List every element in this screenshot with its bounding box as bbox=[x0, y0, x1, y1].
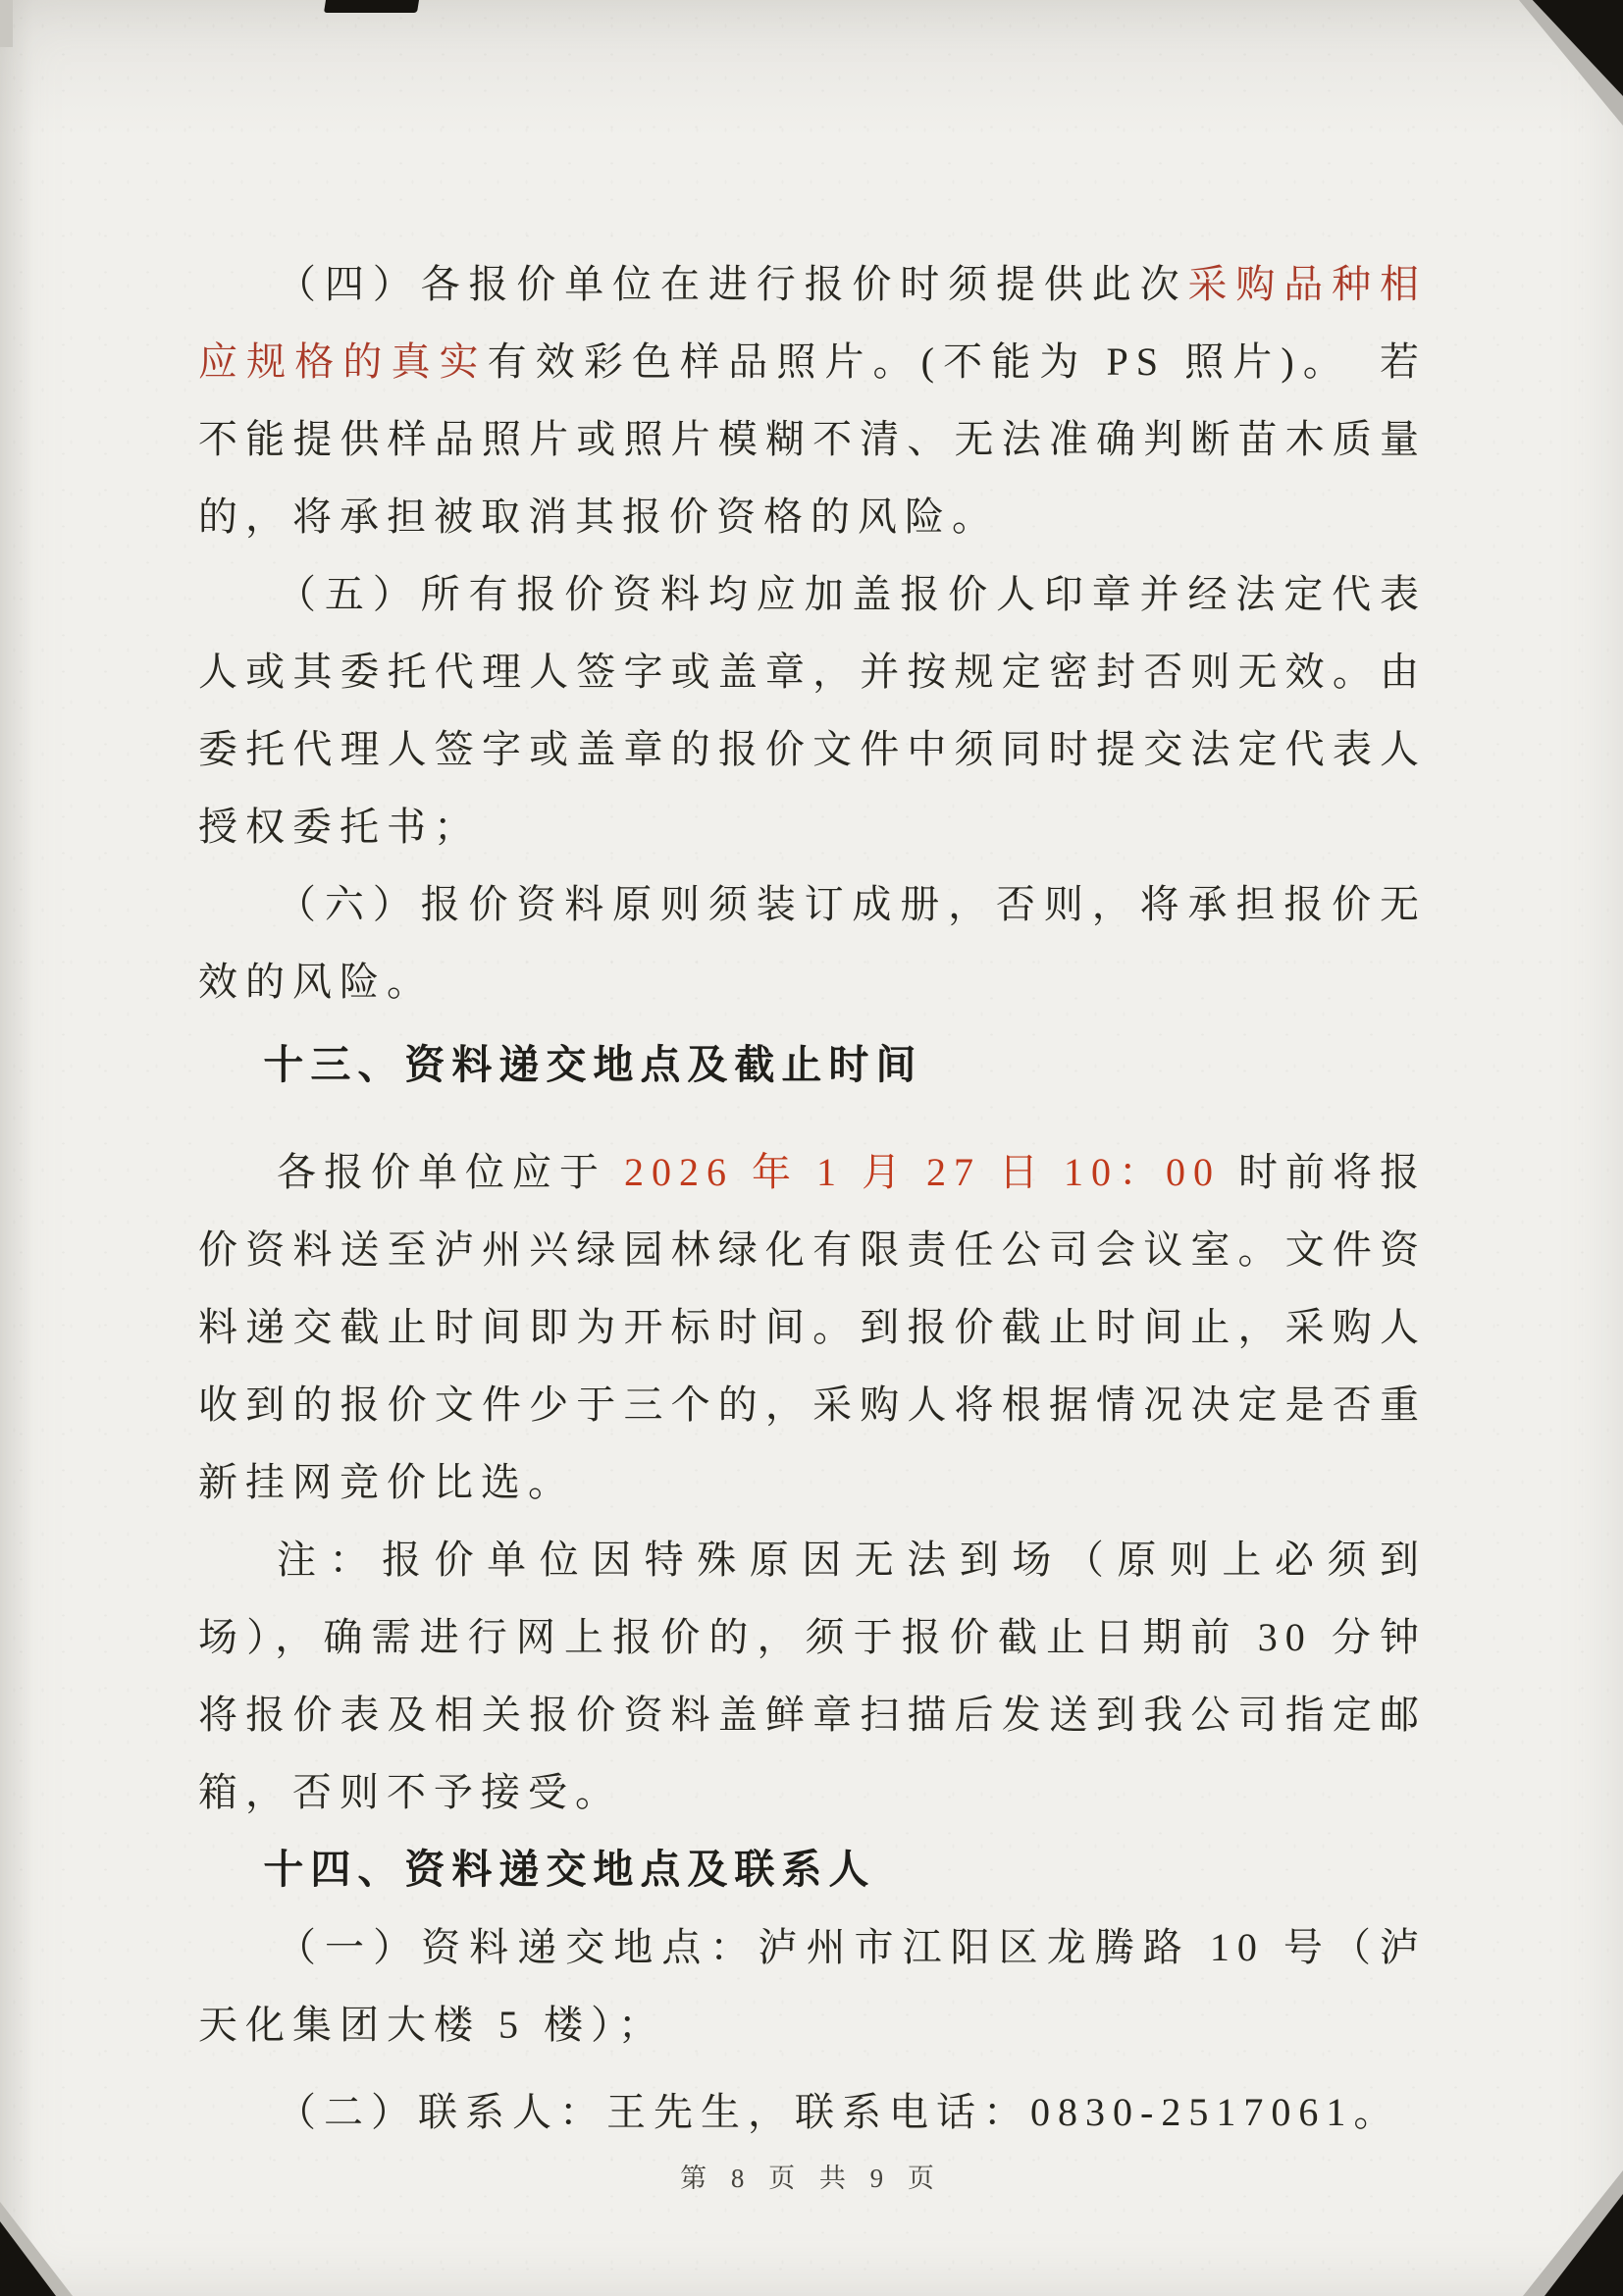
deadline-rest: 时前将报价资料送至泸州兴绿园林绿化有限责任公司会议室。文件资料递交截止时间即为开标时间。到报价截止时间止，采购人收到的报价文件少于三个的，采购人将根据情况决定是否重新挂网竞价比选。 bbox=[198, 1150, 1427, 1504]
section-heading-13: 十三、资料递交地点及截止时间 bbox=[263, 1042, 923, 1087]
deadline-lead: 各报价单位应于 bbox=[277, 1150, 624, 1194]
paragraph-4-rest: 有效彩色样品照片。(不能为 PS 照片)。 若不能提供样品照片或照片模糊不清、无法准确判断苗木质量的，将承担被取消其报价资格的风险。 bbox=[198, 339, 1428, 539]
scan-artifact-top-left bbox=[0, 0, 13, 47]
document-text-block bbox=[198, 245, 1427, 2151]
page-footer: 第 8 页 共 9 页 bbox=[680, 2164, 943, 2193]
paragraph-4-red-highlight: 采购品种相应规格的真实 bbox=[198, 262, 1428, 384]
paragraph-item-6: （六）报价资料原则须装订成册，否则，将承担报价无效的风险。 bbox=[198, 882, 1427, 1004]
paragraph-contact: （二）联系人：王先生，联系电话：0830-2517061。 bbox=[277, 2090, 1401, 2134]
paragraph-address: （一）资料递交地点：泸州市江阳区龙腾路 10 号（泸天化集团大楼 5 楼）； bbox=[198, 1925, 1427, 2047]
paragraph-deadline bbox=[198, 1133, 1427, 1521]
paragraph-note: 注：报价单位因特殊原因无法到场（原则上必须到场），确需进行网上报价的，须于报价截止日期前 30 分钟将报价表及相关报价资料盖鲜章扫描后发送到我公司指定邮箱，否则不予接受。 bbox=[198, 1538, 1427, 1814]
paragraph-item-5: （五）所有报价资料均应加盖报价人印章并经法定代表人或其委托代理人签字或盖章，并按规定密封否则无效。由委托代理人签字或盖章的报价文件中须同时提交法定代表人授权委托书； bbox=[198, 572, 1427, 849]
scan-artifact-top-dash bbox=[324, 0, 419, 13]
paragraph-item-4 bbox=[198, 245, 1427, 555]
deadline-date-red: 2026 年 1 月 27 日 10：00 bbox=[624, 1150, 1221, 1194]
section-heading-14: 十四、资料递交地点及联系人 bbox=[263, 1847, 876, 1892]
paragraph-4-lead: （四）各报价单位在进行报价时须提供此次 bbox=[277, 262, 1188, 306]
